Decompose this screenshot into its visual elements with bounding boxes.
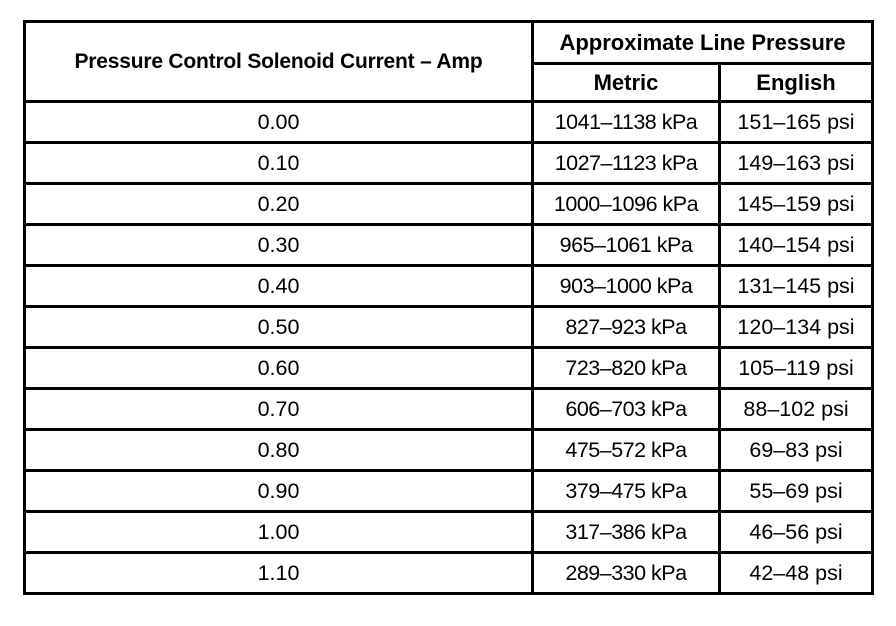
current-cell: 0.60 [25, 348, 533, 389]
header-solenoid-current: Pressure Control Solenoid Current – Amp [25, 22, 533, 102]
table-header [25, 22, 873, 102]
table-row [25, 102, 873, 143]
metric-pressure-cell: 379–475 kPa [533, 471, 720, 512]
metric-pressure-cell: 827–923 kPa [533, 307, 720, 348]
current-cell: 0.00 [25, 102, 533, 143]
english-pressure-cell: 55–69 psi [720, 471, 873, 512]
current-cell: 1.10 [25, 553, 533, 594]
current-cell: 0.40 [25, 266, 533, 307]
metric-pressure-cell: 965–1061 kPa [533, 225, 720, 266]
table-row [25, 184, 873, 225]
english-pressure-cell: 140–154 psi [720, 225, 873, 266]
header-english: English [720, 64, 873, 102]
current-cell: 0.30 [25, 225, 533, 266]
english-pressure-cell: 88–102 psi [720, 389, 873, 430]
table-row [25, 471, 873, 512]
english-pressure-cell: 120–134 psi [720, 307, 873, 348]
header-row-group [25, 22, 873, 64]
current-cell: 0.90 [25, 471, 533, 512]
table-row [25, 389, 873, 430]
current-cell: 0.70 [25, 389, 533, 430]
metric-pressure-cell: 606–703 kPa [533, 389, 720, 430]
line-pressure-table-container [23, 20, 871, 595]
metric-pressure-cell: 475–572 kPa [533, 430, 720, 471]
english-pressure-cell: 151–165 psi [720, 102, 873, 143]
table-row [25, 266, 873, 307]
metric-pressure-cell: 1000–1096 kPa [533, 184, 720, 225]
table-row [25, 553, 873, 594]
table-row [25, 512, 873, 553]
header-approximate-line-pressure: Approximate Line Pressure [533, 22, 873, 64]
current-cell: 0.50 [25, 307, 533, 348]
metric-pressure-cell: 1027–1123 kPa [533, 143, 720, 184]
metric-pressure-cell: 317–386 kPa [533, 512, 720, 553]
table-body [25, 102, 873, 594]
current-cell: 0.80 [25, 430, 533, 471]
line-pressure-table [23, 20, 874, 595]
metric-pressure-cell: 723–820 kPa [533, 348, 720, 389]
current-cell: 0.10 [25, 143, 533, 184]
metric-pressure-cell: 1041–1138 kPa [533, 102, 720, 143]
table-row [25, 307, 873, 348]
english-pressure-cell: 131–145 psi [720, 266, 873, 307]
table-row [25, 348, 873, 389]
english-pressure-cell: 42–48 psi [720, 553, 873, 594]
current-cell: 1.00 [25, 512, 533, 553]
metric-pressure-cell: 903–1000 kPa [533, 266, 720, 307]
english-pressure-cell: 105–119 psi [720, 348, 873, 389]
table-row [25, 430, 873, 471]
header-metric: Metric [533, 64, 720, 102]
metric-pressure-cell: 289–330 kPa [533, 553, 720, 594]
english-pressure-cell: 69–83 psi [720, 430, 873, 471]
english-pressure-cell: 46–56 psi [720, 512, 873, 553]
current-cell: 0.20 [25, 184, 533, 225]
english-pressure-cell: 149–163 psi [720, 143, 873, 184]
table-row [25, 143, 873, 184]
english-pressure-cell: 145–159 psi [720, 184, 873, 225]
table-row [25, 225, 873, 266]
